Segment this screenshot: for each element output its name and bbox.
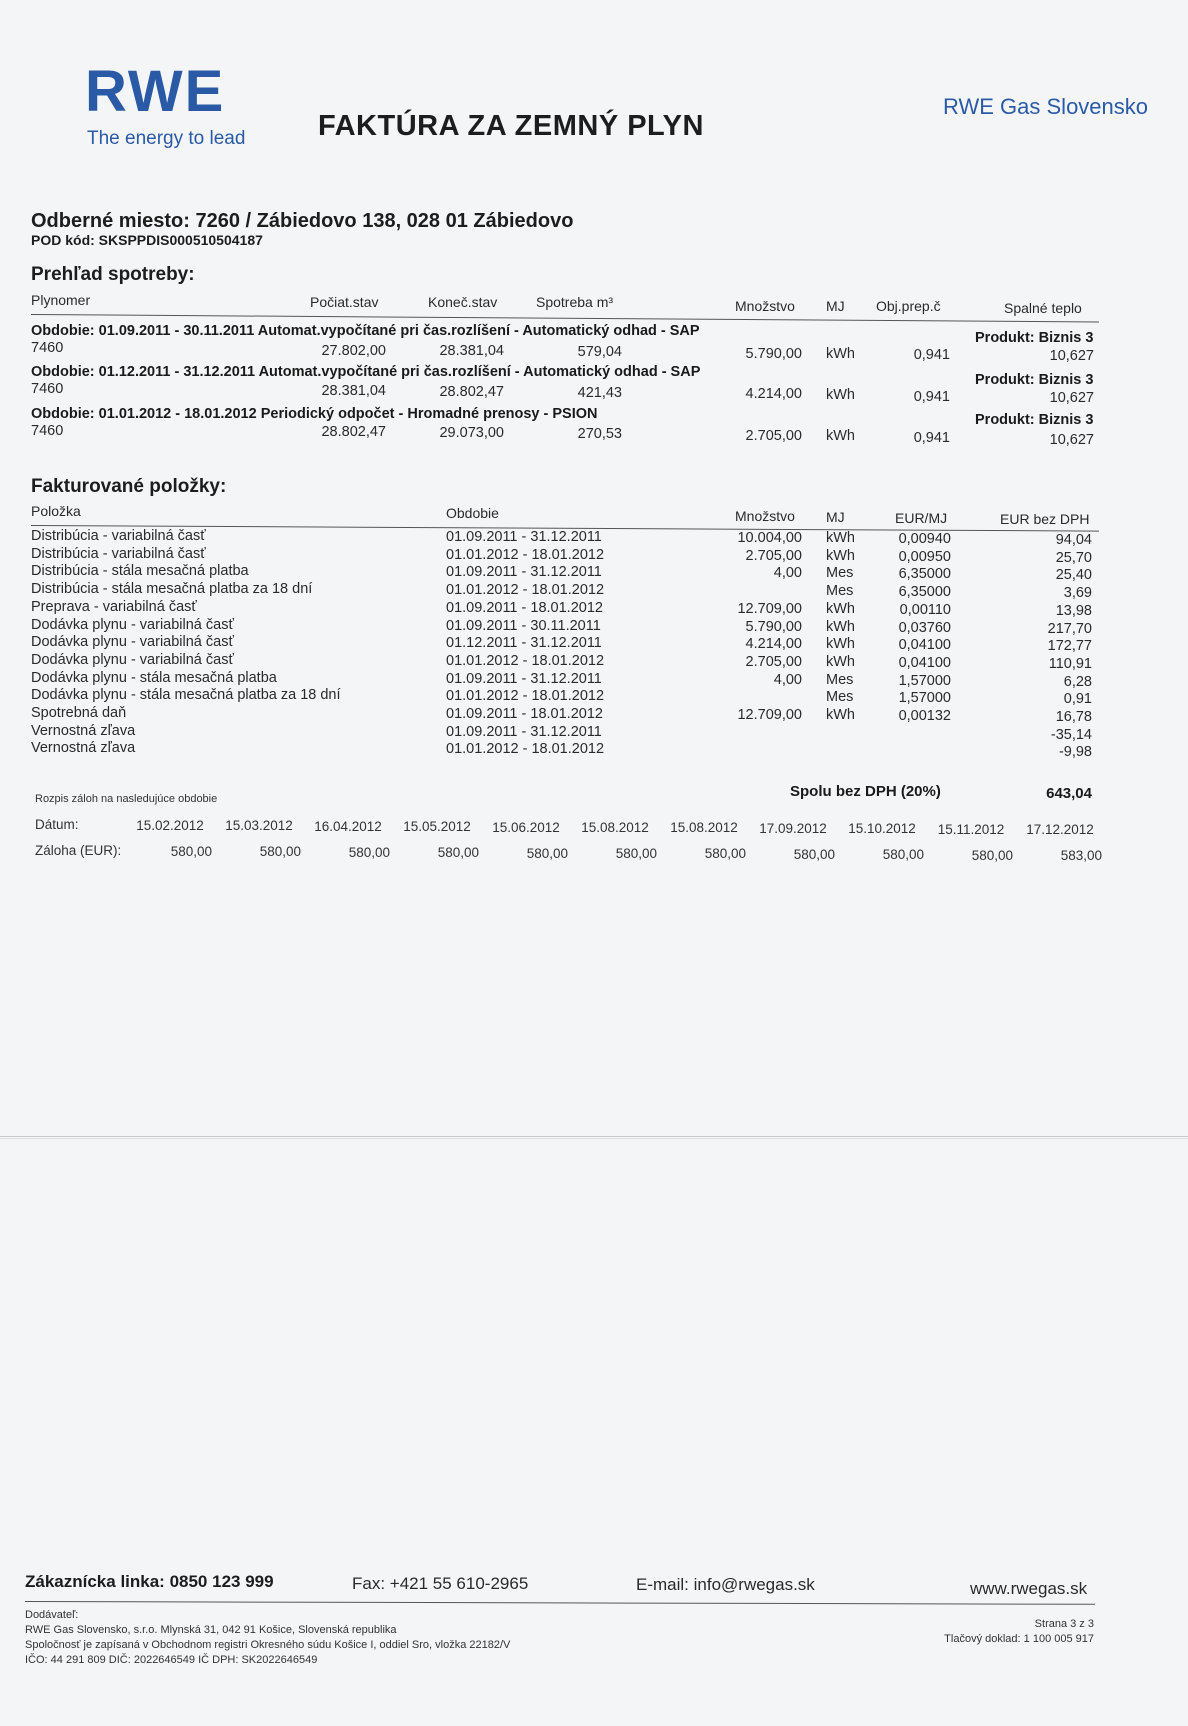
item-unit-price: 0,04100 xyxy=(898,654,951,671)
item-period: 01.09.2011 - 18.01.2012 xyxy=(446,599,603,616)
paper-fold-line xyxy=(0,1136,1188,1137)
item-total: 6,28 xyxy=(1063,673,1092,690)
advance-amount: 580,00 xyxy=(259,844,301,860)
item-period: 01.09.2011 - 30.11.2011 xyxy=(446,617,601,634)
quantity: 5.790,00 xyxy=(745,346,802,362)
item-total: 217,70 xyxy=(1047,620,1092,637)
item-total: -9,98 xyxy=(1058,744,1092,761)
item-name: Distribúcia - stála mesačná platba xyxy=(31,563,249,580)
advances-amount-label: Záloha (EUR): xyxy=(35,843,122,858)
advance-date: 15.08.2012 xyxy=(581,820,649,835)
end-reading: 28.381,04 xyxy=(439,343,504,359)
item-unit: kWh xyxy=(826,618,855,635)
item-total: 94,04 xyxy=(1055,532,1092,548)
item-unit: kWh xyxy=(826,653,855,670)
item-quantity: 5.790,00 xyxy=(745,618,802,635)
item-period: 01.09.2011 - 18.01.2012 xyxy=(446,706,603,722)
period-label: Obdobie: 01.09.2011 - 30.11.2011 Automat.vypočítané pri čas.rozlíšení - Automatický odhad - SAP xyxy=(31,323,700,339)
items-title: Fakturované položky: xyxy=(31,476,227,497)
total-value: 643,04 xyxy=(1046,785,1092,802)
advance-date: 15.11.2012 xyxy=(937,821,1005,837)
calorific-value: 10,627 xyxy=(1049,432,1094,448)
item-period: 01.09.2011 - 31.12.2011 xyxy=(446,564,602,581)
item-period: 01.12.2011 - 31.12.2011 xyxy=(446,635,602,652)
advance-date: 17.09.2012 xyxy=(759,820,827,836)
page-number: Strana 3 z 3 xyxy=(1034,1618,1094,1630)
item-name: Distribúcia - variabilná časť xyxy=(31,545,206,562)
item-unit-price: 6,35000 xyxy=(898,566,951,583)
item-unit: Mes xyxy=(826,583,854,600)
period-product: Produkt: Biznis 3 xyxy=(975,330,1094,346)
advances-date-label: Dátum: xyxy=(35,817,79,832)
item-unit: Mes xyxy=(826,689,854,706)
advance-date: 16.04.2012 xyxy=(314,818,382,834)
item-quantity: 4.214,00 xyxy=(745,636,802,653)
advance-amount: 580,00 xyxy=(615,846,657,861)
advance-amount: 580,00 xyxy=(348,844,390,860)
item-quantity: 4,00 xyxy=(773,671,802,688)
conversion-factor: 0,941 xyxy=(913,389,950,405)
conversion-factor: 0,941 xyxy=(913,430,950,446)
item-name: Dodávka plynu - stála mesačná platba xyxy=(31,669,277,686)
item-name: Distribúcia - variabilná časť xyxy=(31,528,206,544)
start-reading: 27.802,00 xyxy=(321,343,386,359)
logo-wordmark: RWE xyxy=(85,59,226,124)
advance-date: 15.06.2012 xyxy=(492,819,560,835)
item-unit: Mes xyxy=(826,565,854,582)
item-unit-price: 1,57000 xyxy=(898,672,951,689)
pod-code: POD kód: SKSPPDIS000510504187 xyxy=(31,232,263,248)
item-unit-price: 0,04100 xyxy=(898,637,951,654)
item-unit-price: 0,00110 xyxy=(899,601,951,618)
col-meter: Plynomer xyxy=(31,292,91,308)
advance-amount: 580,00 xyxy=(882,847,924,863)
item-period: 01.01.2012 - 18.01.2012 xyxy=(446,741,605,758)
unit: kWh xyxy=(826,428,855,444)
col-period: Obdobie xyxy=(446,505,499,521)
item-period: 01.01.2012 - 18.01.2012 xyxy=(446,652,605,669)
item-period: 01.01.2012 - 18.01.2012 xyxy=(446,582,605,599)
col-heat: Spalné teplo xyxy=(1004,300,1082,316)
col-unit: MJ xyxy=(826,298,845,314)
supplier-registration: Spoločnosť je zapísaná v Obchodnom registri Okresného súdu Košice I, oddiel Sro, vložka 22182/V xyxy=(25,1639,511,1651)
advance-date: 15.02.2012 xyxy=(136,818,204,833)
item-unit-price: 0,00950 xyxy=(898,548,951,565)
meter-number: 7460 xyxy=(31,340,64,356)
company-name: RWE Gas Slovensko xyxy=(943,94,1149,119)
item-total: 110,91 xyxy=(1048,655,1092,672)
item-unit-price: 1,57000 xyxy=(898,690,951,707)
consumption-m3: 579,04 xyxy=(577,344,622,360)
item-total: 0,91 xyxy=(1063,691,1092,708)
item-total: 13,98 xyxy=(1055,602,1092,619)
item-unit-price: 6,35000 xyxy=(898,584,951,601)
email-link[interactable]: E-mail: info@rwegas.sk xyxy=(636,1575,815,1594)
footer-rule xyxy=(25,1601,1095,1605)
unit: kWh xyxy=(826,387,855,403)
item-name: Dodávka plynu - variabilná časť xyxy=(31,651,234,668)
col-end: Koneč.stav xyxy=(428,294,498,310)
consumption-m3: 270,53 xyxy=(577,426,622,442)
item-period: 01.09.2011 - 31.12.2011 xyxy=(446,670,602,687)
advance-amount: 580,00 xyxy=(971,847,1013,863)
advance-amount: 580,00 xyxy=(437,845,479,861)
item-total: -35,14 xyxy=(1050,726,1092,743)
item-name: Preprava - variabilná časť xyxy=(31,598,197,615)
meter-number: 7460 xyxy=(31,381,64,397)
item-period: 01.09.2011 - 31.12.2011 xyxy=(446,529,602,545)
col-start: Počiat.stav xyxy=(310,294,379,310)
consumption-title: Prehľad spotreby: xyxy=(31,264,195,285)
header-rule xyxy=(31,314,1099,322)
advance-amount: 583,00 xyxy=(1060,848,1102,863)
supplier-ids: IČO: 44 291 809 DIČ: 2022646549 IČ DPH: SK2022646549 xyxy=(25,1654,318,1666)
calorific-value: 10,627 xyxy=(1049,348,1094,364)
item-unit: kWh xyxy=(826,547,855,564)
item-period: 01.09.2011 - 31.12.2011 xyxy=(446,723,602,740)
advance-date: 15.03.2012 xyxy=(225,818,293,834)
period-label: Obdobie: 01.12.2011 - 31.12.2011 Automat.vypočítané pri čas.rozlíšení - Automatický odhad - SAP xyxy=(31,364,701,380)
rwe-logo xyxy=(85,59,265,154)
item-name: Vernostná zľava xyxy=(31,722,136,739)
item-total: 172,77 xyxy=(1047,638,1092,655)
logo-tagline: The energy to lead xyxy=(87,128,246,149)
item-total: 25,70 xyxy=(1055,549,1092,566)
advance-date: 15.08.2012 xyxy=(670,820,738,836)
item-unit: kWh xyxy=(826,530,855,546)
quantity: 2.705,00 xyxy=(745,428,802,444)
item-quantity: 4,00 xyxy=(773,565,802,582)
col-factor: Obj.prep.č xyxy=(876,298,941,314)
advance-amount: 580,00 xyxy=(170,844,212,859)
meter-number: 7460 xyxy=(31,423,64,439)
item-total: 3,69 xyxy=(1063,585,1092,602)
col-item: Položka xyxy=(31,503,81,519)
end-reading: 28.802,47 xyxy=(439,384,504,400)
item-name: Dodávka plynu - stála mesačná platba za 18 dní xyxy=(31,687,341,704)
consumption-m3: 421,43 xyxy=(577,385,622,401)
period-product: Produkt: Biznis 3 xyxy=(975,412,1094,428)
fax: Fax: +421 55 610-2965 xyxy=(352,1574,529,1593)
print-document-number: Tlačový doklad: 1 100 005 917 xyxy=(944,1633,1094,1645)
supplier-address: RWE Gas Slovensko, s.r.o. Mlynská 31, 042 91 Košice, Slovenská republika xyxy=(25,1624,397,1636)
col-item-unit: MJ xyxy=(826,509,845,525)
advances-title: Rozpis záloh na nasledujúce obdobie xyxy=(35,793,218,805)
delivery-point: Odberné miesto: 7260 / Zábiedovo 138, 028 01 Zábiedovo xyxy=(31,210,574,232)
unit: kWh xyxy=(826,346,855,362)
item-total: 25,40 xyxy=(1055,567,1092,584)
start-reading: 28.802,47 xyxy=(321,424,386,440)
calorific-value: 10,627 xyxy=(1049,390,1094,406)
start-reading: 28.381,04 xyxy=(321,383,386,399)
item-unit: kWh xyxy=(826,600,855,617)
paper-fold-line xyxy=(0,1138,1188,1139)
period-label: Obdobie: 01.01.2012 - 18.01.2012 Periodický odpočet - Hromadné prenosy - PSION xyxy=(31,406,598,422)
col-unit-price: EUR/MJ xyxy=(895,510,948,526)
advance-date: 17.12.2012 xyxy=(1026,822,1094,837)
item-quantity: 2.705,00 xyxy=(745,547,802,564)
item-name: Distribúcia - stála mesačná platba za 18 dní xyxy=(31,581,313,598)
item-unit: kWh xyxy=(826,636,855,653)
item-period: 01.01.2012 - 18.01.2012 xyxy=(446,688,605,705)
item-name: Spotrebná daň xyxy=(31,705,127,721)
item-unit: Mes xyxy=(826,671,854,688)
document-title: FAKTÚRA ZA ZEMNÝ PLYN xyxy=(318,110,704,142)
item-quantity: 10.004,00 xyxy=(737,530,802,546)
website-link[interactable]: www.rwegas.sk xyxy=(970,1579,1088,1598)
conversion-factor: 0,941 xyxy=(913,347,950,363)
advance-amount: 580,00 xyxy=(793,846,835,862)
end-reading: 29.073,00 xyxy=(439,425,504,441)
col-item-quantity: Množstvo xyxy=(735,508,795,524)
quantity: 4.214,00 xyxy=(745,386,802,402)
advance-date: 15.05.2012 xyxy=(403,819,471,835)
col-total: EUR bez DPH xyxy=(1000,511,1090,527)
item-quantity: 12.709,00 xyxy=(737,707,802,723)
item-unit-price: 0,03760 xyxy=(898,619,951,636)
customer-hotline: Zákaznícka linka: 0850 123 999 xyxy=(25,1572,274,1591)
item-period: 01.01.2012 - 18.01.2012 xyxy=(446,546,605,563)
col-consumption: Spotreba m³ xyxy=(536,294,614,310)
advance-amount: 580,00 xyxy=(526,845,568,861)
item-name: Dodávka plynu - variabilná časť xyxy=(31,634,234,651)
item-unit-price: 0,00132 xyxy=(898,708,951,724)
item-unit: kWh xyxy=(826,707,855,723)
advance-date: 15.10.2012 xyxy=(848,821,916,837)
item-quantity: 12.709,00 xyxy=(737,600,802,617)
item-quantity: 2.705,00 xyxy=(745,653,802,670)
supplier-label: Dodávateľ: xyxy=(25,1609,79,1621)
item-name: Vernostná zľava xyxy=(31,740,136,757)
item-unit-price: 0,00940 xyxy=(898,531,951,547)
item-total: 16,78 xyxy=(1055,709,1092,725)
total-label: Spolu bez DPH (20%) xyxy=(790,783,941,800)
period-product: Produkt: Biznis 3 xyxy=(975,372,1094,388)
advance-amount: 580,00 xyxy=(704,846,746,862)
col-quantity: Množstvo xyxy=(735,298,795,314)
item-name: Dodávka plynu - variabilná časť xyxy=(31,616,234,633)
